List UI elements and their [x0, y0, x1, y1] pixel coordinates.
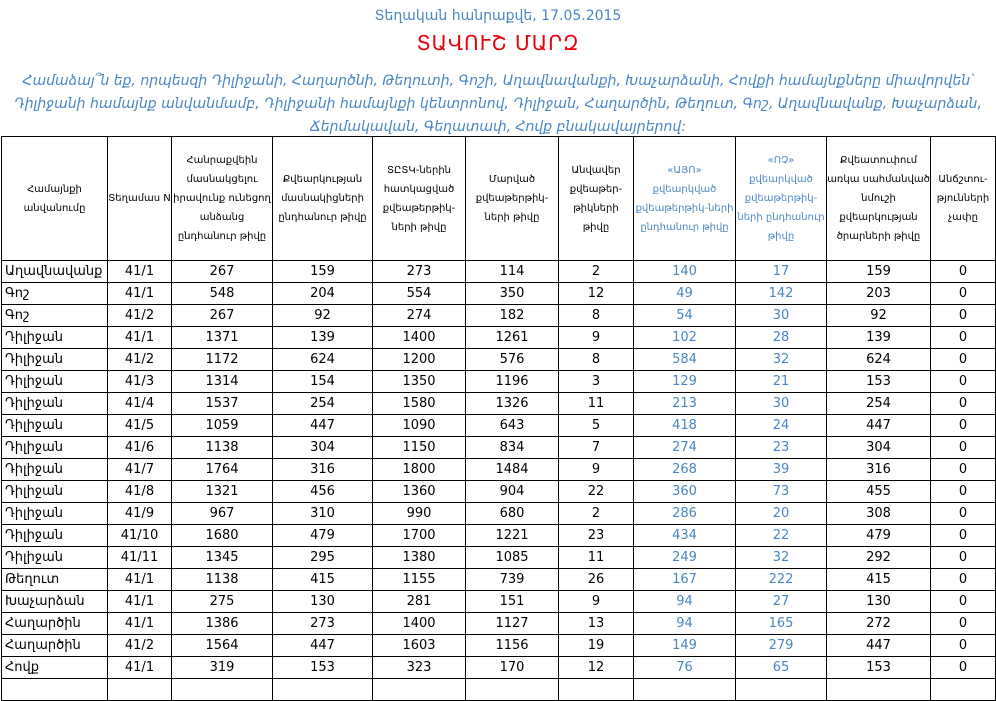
cell-discrepancy[interactable]: 0 — [931, 283, 996, 305]
cell-community[interactable]: Գոշ — [2, 305, 108, 327]
cell-community[interactable]: Դիլիջան — [2, 459, 108, 481]
cell-ballots-cancelled[interactable]: 834 — [466, 437, 559, 459]
cell-invalid[interactable]: 19 — [559, 635, 634, 657]
cell-community[interactable]: Խաչարձան — [2, 591, 108, 613]
cell-ballots-cancelled[interactable]: 904 — [466, 481, 559, 503]
cell-precinct[interactable]: 41/2 — [108, 635, 172, 657]
cell-invalid[interactable]: 26 — [559, 569, 634, 591]
cell-yes[interactable]: 76 — [634, 657, 736, 679]
cell-community[interactable]: Դիլիջան — [2, 327, 108, 349]
cell-eligible[interactable]: 1314 — [172, 371, 273, 393]
cell-community[interactable]: Դիլիջան — [2, 437, 108, 459]
cell-invalid[interactable]: 8 — [559, 305, 634, 327]
cell-ballots-cancelled[interactable]: 182 — [466, 305, 559, 327]
referendum-question: Համաձայ՞ն եք, որպեսզի Դիլիջանի, Հաղարծնի, Թեղուտի, Գոշի, Աղավնավանքի, Խաչարձանի, Հովքի համայնքները միավորվեն՝ Դիլիջանի համայնք անվանմամբ, Դիլիջանի համայնքի կենտրոնով, Դիլիջան, Հաղարծին, Թեղուտ, Գոշ, Աղավնավանք, Խաչարձան, Ճերմակավան, Գեղատափ, Հովք բնակավայրերով: — [14, 73, 982, 135]
cell-participants[interactable]: 447 — [273, 635, 373, 657]
cell-community[interactable]: Աղավնավանք — [2, 261, 108, 283]
table-row — [2, 327, 996, 349]
cell-precinct[interactable]: 41/1 — [108, 327, 172, 349]
cell-invalid[interactable]: 11 — [559, 547, 634, 569]
cell-yes[interactable]: 94 — [634, 613, 736, 635]
cell-eligible[interactable]: 1345 — [172, 547, 273, 569]
cell-participants[interactable]: 159 — [273, 261, 373, 283]
cell-no[interactable]: 27 — [736, 591, 827, 613]
cell-ballots-cancelled[interactable]: 114 — [466, 261, 559, 283]
cell-yes[interactable]: 129 — [634, 371, 736, 393]
cell-invalid[interactable]: 11 — [559, 393, 634, 415]
cell-eligible[interactable]: 1138 — [172, 569, 273, 591]
cell-invalid[interactable]: 12 — [559, 657, 634, 679]
cell-yes[interactable]: 360 — [634, 481, 736, 503]
cell-discrepancy[interactable]: 0 — [931, 327, 996, 349]
cell-yes[interactable]: 584 — [634, 349, 736, 371]
col-header-ballots-cancelled[interactable]: Մարված քվեաթերթիկ-ների թիվը — [466, 137, 559, 261]
cell-no[interactable]: 17 — [736, 261, 827, 283]
cell-community[interactable]: Գոշ — [2, 283, 108, 305]
cell-yes[interactable]: 249 — [634, 547, 736, 569]
cell-invalid[interactable]: 9 — [559, 459, 634, 481]
cell-discrepancy[interactable]: 0 — [931, 481, 996, 503]
cell-eligible[interactable]: 967 — [172, 503, 273, 525]
cell-ballots-allocated[interactable]: 1090 — [373, 415, 466, 437]
cell-yes[interactable]: 49 — [634, 283, 736, 305]
cell-ballots-allocated[interactable]: 1360 — [373, 481, 466, 503]
table-row — [2, 569, 996, 591]
cell-envelopes[interactable]: 479 — [827, 525, 931, 547]
cell-participants[interactable]: 479 — [273, 525, 373, 547]
cell-eligible[interactable]: 275 — [172, 591, 273, 613]
cell-no[interactable]: 73 — [736, 481, 827, 503]
cell-precinct[interactable]: 41/2 — [108, 305, 172, 327]
cell-ballots-allocated[interactable]: 323 — [373, 657, 466, 679]
cell-participants[interactable]: 254 — [273, 393, 373, 415]
cell-precinct[interactable]: 41/9 — [108, 503, 172, 525]
cell-envelopes[interactable]: 139 — [827, 327, 931, 349]
cell-invalid[interactable]: 22 — [559, 481, 634, 503]
cell-yes[interactable]: 167 — [634, 569, 736, 591]
cell-precinct[interactable]: 41/1 — [108, 613, 172, 635]
cell-community[interactable]: Դիլիջան — [2, 503, 108, 525]
cell-eligible[interactable]: 1764 — [172, 459, 273, 481]
cell-discrepancy[interactable]: 0 — [931, 613, 996, 635]
cell-invalid[interactable]: 9 — [559, 327, 634, 349]
cell-envelopes[interactable]: 92 — [827, 305, 931, 327]
cell-ballots-cancelled[interactable]: 1127 — [466, 613, 559, 635]
table-row — [2, 283, 996, 305]
cell-community[interactable]: Թեղուտ — [2, 569, 108, 591]
cell-envelopes[interactable]: 153 — [827, 371, 931, 393]
cell-no[interactable]: 30 — [736, 305, 827, 327]
cell-invalid[interactable]: 7 — [559, 437, 634, 459]
cell-discrepancy[interactable]: 0 — [931, 371, 996, 393]
cell-community[interactable]: Դիլիջան — [2, 415, 108, 437]
cell-eligible[interactable]: 267 — [172, 261, 273, 283]
cell-envelopes[interactable]: 159 — [827, 261, 931, 283]
cell-ballots-allocated[interactable]: 1400 — [373, 327, 466, 349]
cell-ballots-allocated[interactable]: 1200 — [373, 349, 466, 371]
table-row — [2, 371, 996, 393]
cell-invalid[interactable]: 13 — [559, 613, 634, 635]
col-header-ballots-allocated[interactable]: ՏԸՏԿ-ներին հատկացված քվեաթերթիկ-ների թիվը — [373, 137, 466, 261]
cell-yes[interactable]: 140 — [634, 261, 736, 283]
cell-eligible[interactable]: 1371 — [172, 327, 273, 349]
cell-no[interactable]: 23 — [736, 437, 827, 459]
cell-discrepancy[interactable]: 0 — [931, 591, 996, 613]
table-row — [2, 459, 996, 481]
cell-yes[interactable]: 94 — [634, 591, 736, 613]
cell-invalid[interactable]: 8 — [559, 349, 634, 371]
cell-no[interactable]: 65 — [736, 657, 827, 679]
referendum-subtitle: Տեղական հանրաքվե, 17.05.2015 — [374, 8, 622, 24]
col-header-envelopes[interactable]: Քվեատուփում առկա սահմանված նմուշի քվեարկության ծրարների թիվը — [827, 137, 931, 261]
cell-precinct[interactable]: 41/5 — [108, 415, 172, 437]
cell-ballots-allocated[interactable]: 1150 — [373, 437, 466, 459]
table-row — [2, 591, 996, 613]
table-row — [2, 261, 996, 283]
col-header-eligible[interactable]: Հանրաքվեին մասնակցելու իրավունք ունեցող անձանց ընդհանուր թիվը — [172, 137, 273, 261]
cell-participants[interactable]: 310 — [273, 503, 373, 525]
cell-eligible[interactable]: 1059 — [172, 415, 273, 437]
cell-envelopes[interactable]: 130 — [827, 591, 931, 613]
cell-discrepancy[interactable]: 0 — [931, 415, 996, 437]
cell-precinct[interactable]: 41/6 — [108, 437, 172, 459]
cell-community[interactable]: Դիլիջան — [2, 349, 108, 371]
cell-discrepancy[interactable]: 0 — [931, 569, 996, 591]
cell-invalid[interactable]: 2 — [559, 503, 634, 525]
cell-no[interactable]: 32 — [736, 547, 827, 569]
cell-envelopes[interactable]: 447 — [827, 635, 931, 657]
empty-cell[interactable] — [2, 679, 108, 701]
cell-envelopes[interactable]: 624 — [827, 349, 931, 371]
cell-discrepancy[interactable]: 0 — [931, 393, 996, 415]
cell-envelopes[interactable]: 203 — [827, 283, 931, 305]
cell-ballots-allocated[interactable]: 1400 — [373, 613, 466, 635]
cell-invalid[interactable]: 23 — [559, 525, 634, 547]
col-header-yes[interactable]: «ԱՅՈ» քվեարկված քվեաթերթիկ-ների ընդհանուր թիվը — [634, 137, 736, 261]
cell-discrepancy[interactable]: 0 — [931, 305, 996, 327]
results-table — [1, 136, 996, 701]
cell-eligible[interactable]: 1386 — [172, 613, 273, 635]
table-row — [2, 613, 996, 635]
region-title: ՏԱՎՈՒՇ ՄԱՐԶ — [416, 31, 580, 55]
cell-ballots-allocated[interactable]: 990 — [373, 503, 466, 525]
cell-discrepancy[interactable]: 0 — [931, 547, 996, 569]
cell-precinct[interactable]: 41/3 — [108, 371, 172, 393]
cell-eligible[interactable]: 267 — [172, 305, 273, 327]
cell-no[interactable]: 279 — [736, 635, 827, 657]
cell-no[interactable]: 142 — [736, 283, 827, 305]
cell-ballots-allocated[interactable]: 1800 — [373, 459, 466, 481]
cell-ballots-cancelled[interactable]: 1261 — [466, 327, 559, 349]
cell-ballots-cancelled[interactable]: 643 — [466, 415, 559, 437]
cell-no[interactable]: 222 — [736, 569, 827, 591]
cell-discrepancy[interactable]: 0 — [931, 459, 996, 481]
cell-no[interactable]: 39 — [736, 459, 827, 481]
table-row — [2, 481, 996, 503]
cell-precinct[interactable]: 41/1 — [108, 591, 172, 613]
cell-eligible[interactable]: 1537 — [172, 393, 273, 415]
cell-participants[interactable]: 130 — [273, 591, 373, 613]
cell-ballots-cancelled[interactable]: 576 — [466, 349, 559, 371]
cell-discrepancy[interactable]: 0 — [931, 349, 996, 371]
cell-participants[interactable]: 153 — [273, 657, 373, 679]
cell-discrepancy[interactable]: 0 — [931, 503, 996, 525]
cell-ballots-cancelled[interactable]: 1326 — [466, 393, 559, 415]
cell-discrepancy[interactable]: 0 — [931, 525, 996, 547]
table-row — [2, 547, 996, 569]
cell-ballots-cancelled[interactable]: 350 — [466, 283, 559, 305]
empty-cell[interactable] — [559, 679, 634, 701]
cell-yes[interactable]: 434 — [634, 525, 736, 547]
cell-participants[interactable]: 273 — [273, 613, 373, 635]
cell-precinct[interactable]: 41/1 — [108, 283, 172, 305]
cell-envelopes[interactable]: 153 — [827, 657, 931, 679]
cell-ballots-allocated[interactable]: 1603 — [373, 635, 466, 657]
cell-precinct[interactable]: 41/8 — [108, 481, 172, 503]
table-row — [2, 635, 996, 657]
cell-participants[interactable]: 204 — [273, 283, 373, 305]
cell-eligible[interactable]: 1138 — [172, 437, 273, 459]
cell-yes[interactable]: 268 — [634, 459, 736, 481]
cell-ballots-allocated[interactable]: 554 — [373, 283, 466, 305]
table-row — [2, 415, 996, 437]
cell-discrepancy[interactable]: 0 — [931, 635, 996, 657]
cell-participants[interactable]: 304 — [273, 437, 373, 459]
cell-envelopes[interactable]: 254 — [827, 393, 931, 415]
cell-ballots-allocated[interactable]: 1700 — [373, 525, 466, 547]
cell-participants[interactable]: 415 — [273, 569, 373, 591]
cell-ballots-allocated[interactable]: 281 — [373, 591, 466, 613]
cell-ballots-cancelled[interactable]: 1196 — [466, 371, 559, 393]
cell-eligible[interactable]: 1564 — [172, 635, 273, 657]
cell-envelopes[interactable]: 455 — [827, 481, 931, 503]
cell-participants[interactable]: 316 — [273, 459, 373, 481]
cell-invalid[interactable]: 5 — [559, 415, 634, 437]
cell-community[interactable]: Դիլիջան — [2, 393, 108, 415]
cell-community[interactable]: Հովք — [2, 657, 108, 679]
cell-precinct[interactable]: 41/1 — [108, 569, 172, 591]
table-row — [2, 305, 996, 327]
cell-envelopes[interactable]: 316 — [827, 459, 931, 481]
cell-envelopes[interactable]: 415 — [827, 569, 931, 591]
cell-eligible[interactable]: 548 — [172, 283, 273, 305]
cell-participants[interactable]: 447 — [273, 415, 373, 437]
cell-ballots-cancelled[interactable]: 151 — [466, 591, 559, 613]
cell-community[interactable]: Դիլիջան — [2, 481, 108, 503]
table-row — [2, 525, 996, 547]
cell-yes[interactable]: 213 — [634, 393, 736, 415]
cell-precinct[interactable]: 41/1 — [108, 657, 172, 679]
cell-discrepancy[interactable]: 0 — [931, 657, 996, 679]
empty-cell[interactable] — [373, 679, 466, 701]
cell-invalid[interactable]: 3 — [559, 371, 634, 393]
table-body — [2, 261, 996, 701]
table-row — [2, 349, 996, 371]
cell-envelopes[interactable]: 447 — [827, 415, 931, 437]
empty-cell[interactable] — [827, 679, 931, 701]
cell-ballots-cancelled[interactable]: 1156 — [466, 635, 559, 657]
cell-ballots-cancelled[interactable]: 170 — [466, 657, 559, 679]
cell-yes[interactable]: 102 — [634, 327, 736, 349]
table-row — [2, 393, 996, 415]
cell-ballots-cancelled[interactable]: 1484 — [466, 459, 559, 481]
cell-ballots-allocated[interactable]: 273 — [373, 261, 466, 283]
empty-cell[interactable] — [466, 679, 559, 701]
cell-yes[interactable]: 54 — [634, 305, 736, 327]
col-header-no[interactable]: «ՈՉ» քվեարկված քվեաթերթիկ-ների ընդհանուր թիվը — [736, 137, 827, 261]
cell-no[interactable]: 28 — [736, 327, 827, 349]
cell-discrepancy[interactable]: 0 — [931, 261, 996, 283]
cell-precinct[interactable]: 41/1 — [108, 261, 172, 283]
cell-eligible[interactable]: 1172 — [172, 349, 273, 371]
col-header-discrepancy[interactable]: Անճշտու-թյունների չափը — [931, 137, 996, 261]
cell-community[interactable]: Դիլիջան — [2, 547, 108, 569]
cell-no[interactable]: 20 — [736, 503, 827, 525]
cell-envelopes[interactable]: 272 — [827, 613, 931, 635]
cell-eligible[interactable]: 319 — [172, 657, 273, 679]
cell-envelopes[interactable]: 308 — [827, 503, 931, 525]
cell-yes[interactable]: 274 — [634, 437, 736, 459]
cell-ballots-cancelled[interactable]: 1221 — [466, 525, 559, 547]
table-row — [2, 503, 996, 525]
cell-community[interactable]: Դիլիջան — [2, 525, 108, 547]
cell-precinct[interactable]: 41/7 — [108, 459, 172, 481]
cell-ballots-allocated[interactable]: 1155 — [373, 569, 466, 591]
cell-ballots-allocated[interactable]: 274 — [373, 305, 466, 327]
cell-precinct[interactable]: 41/2 — [108, 349, 172, 371]
cell-invalid[interactable]: 2 — [559, 261, 634, 283]
cell-no[interactable]: 21 — [736, 371, 827, 393]
empty-cell[interactable] — [931, 679, 996, 701]
cell-no[interactable]: 22 — [736, 525, 827, 547]
cell-yes[interactable]: 418 — [634, 415, 736, 437]
cell-no[interactable]: 24 — [736, 415, 827, 437]
cell-envelopes[interactable]: 304 — [827, 437, 931, 459]
empty-cell[interactable] — [172, 679, 273, 701]
cell-participants[interactable]: 139 — [273, 327, 373, 349]
cell-no[interactable]: 30 — [736, 393, 827, 415]
cell-no[interactable]: 165 — [736, 613, 827, 635]
cell-no[interactable]: 32 — [736, 349, 827, 371]
cell-participants[interactable]: 92 — [273, 305, 373, 327]
cell-participants[interactable]: 624 — [273, 349, 373, 371]
cell-yes[interactable]: 149 — [634, 635, 736, 657]
cell-precinct[interactable]: 41/10 — [108, 525, 172, 547]
empty-cell[interactable] — [736, 679, 827, 701]
cell-participants[interactable]: 456 — [273, 481, 373, 503]
cell-yes[interactable]: 286 — [634, 503, 736, 525]
cell-ballots-allocated[interactable]: 1380 — [373, 547, 466, 569]
cell-ballots-allocated[interactable]: 1580 — [373, 393, 466, 415]
header-row — [2, 137, 996, 261]
empty-row — [2, 679, 996, 701]
cell-eligible[interactable]: 1680 — [172, 525, 273, 547]
cell-ballots-cancelled[interactable]: 739 — [466, 569, 559, 591]
cell-participants[interactable]: 154 — [273, 371, 373, 393]
cell-ballots-cancelled[interactable]: 1085 — [466, 547, 559, 569]
cell-community[interactable]: Հաղարծին — [2, 635, 108, 657]
cell-envelopes[interactable]: 292 — [827, 547, 931, 569]
cell-precinct[interactable]: 41/4 — [108, 393, 172, 415]
col-header-invalid[interactable]: Անվավեր քվեաթեր-թիկների թիվը — [559, 137, 634, 261]
cell-participants[interactable]: 295 — [273, 547, 373, 569]
col-header-participants[interactable]: Քվեարկության մասնակիցների ընդհանուր թիվը — [273, 137, 373, 261]
table-row — [2, 437, 996, 459]
cell-ballots-cancelled[interactable]: 680 — [466, 503, 559, 525]
empty-cell[interactable] — [634, 679, 736, 701]
cell-community[interactable]: Հաղարծին — [2, 613, 108, 635]
col-header-community[interactable]: Համայնքի անվանումը — [2, 137, 108, 261]
cell-precinct[interactable]: 41/11 — [108, 547, 172, 569]
cell-ballots-allocated[interactable]: 1350 — [373, 371, 466, 393]
cell-community[interactable]: Դիլիջան — [2, 371, 108, 393]
cell-discrepancy[interactable]: 0 — [931, 437, 996, 459]
table-row — [2, 657, 996, 679]
empty-cell[interactable] — [273, 679, 373, 701]
empty-cell[interactable] — [108, 679, 172, 701]
cell-invalid[interactable]: 9 — [559, 591, 634, 613]
cell-invalid[interactable]: 12 — [559, 283, 634, 305]
col-header-precinct[interactable]: Տեղամաս N — [108, 137, 172, 261]
cell-eligible[interactable]: 1321 — [172, 481, 273, 503]
